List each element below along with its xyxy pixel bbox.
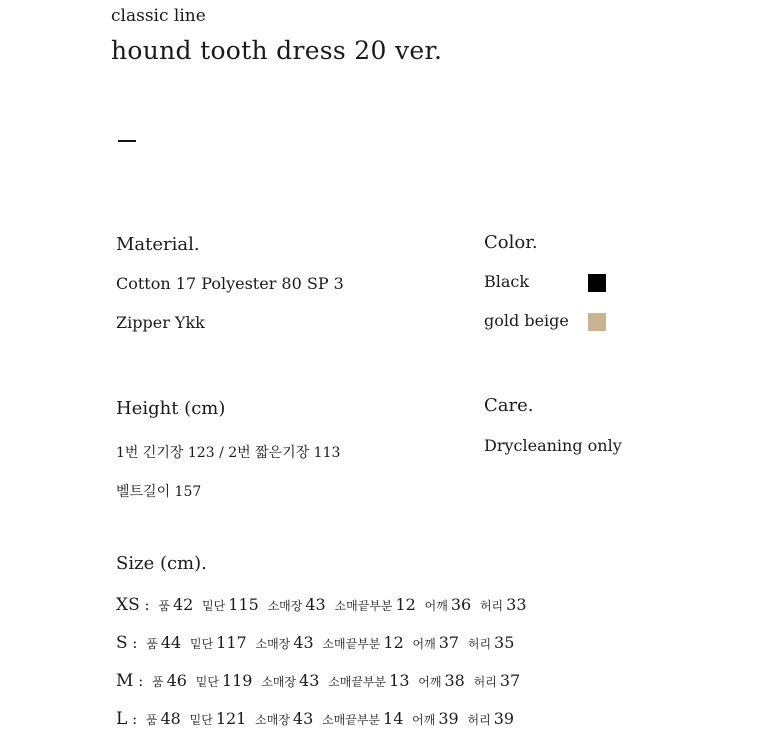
waist-value: 37 (499, 671, 521, 690)
material-line-1: Cotton 17 Polyester 80 SP 3 (116, 274, 344, 293)
waist-value: 39 (493, 709, 515, 728)
hem-label: 밑단 (189, 713, 213, 727)
size-label: L (116, 709, 128, 729)
chest-value: 44 (160, 633, 182, 652)
sleeve-label: 소매장 (255, 713, 290, 727)
chest-label: 품 (158, 599, 170, 613)
product-title: hound tooth dress 20 ver. (111, 36, 443, 65)
care-heading: Care. (484, 395, 534, 416)
hem-value: 121 (215, 709, 247, 728)
color-swatch-gold-beige (588, 313, 606, 331)
care-text: Drycleaning only (484, 436, 622, 455)
color-option-gold-beige-label: gold beige (484, 311, 569, 330)
color-heading: Color. (484, 232, 538, 253)
size-row-xs: XS : 품 42 밑단 115 소매장 43 소매끝부분 12 어깨 36 허리 33 (116, 595, 527, 615)
size-label: XS (116, 595, 140, 615)
height-line-1: 1번 긴기장 123 / 2번 짧은기장 113 (116, 445, 341, 461)
size-row-l: L : 품 48 밑단 121 소매장 43 소매끝부분 14 어깨 39 허리 39 (116, 709, 515, 729)
size-heading: Size (cm). (116, 553, 207, 574)
size-label: S (116, 633, 128, 653)
cuff-value: 14 (383, 709, 404, 728)
chest-value: 42 (172, 595, 194, 614)
size-row-m: M : 품 46 밑단 119 소매장 43 소매끝부분 13 어깨 38 허리 37 (116, 671, 521, 691)
chest-value: 48 (160, 709, 181, 728)
shoulder-value: 39 (438, 709, 459, 728)
shoulder-value: 38 (444, 671, 465, 690)
sleeve-value: 43 (292, 709, 314, 728)
cuff-value: 12 (383, 633, 404, 652)
shoulder-label: 어깨 (412, 713, 436, 727)
waist-value: 33 (506, 595, 527, 614)
cuff-label: 소매끝부분 (322, 713, 381, 727)
sleeve-value: 43 (299, 671, 320, 690)
size-row-s: S : 품 44 밑단 117 소매장 43 소매끝부분 12 어깨 37 허리 35 (116, 633, 515, 653)
waist-label: 허리 (467, 713, 491, 727)
material-heading: Material. (116, 234, 200, 255)
hem-label: 밑단 (189, 637, 214, 651)
waist-label: 허리 (467, 637, 492, 651)
sleeve-label: 소매장 (255, 637, 291, 651)
product-line: classic line (111, 6, 206, 26)
sleeve-value: 43 (305, 595, 326, 614)
chest-label: 품 (145, 713, 158, 727)
waist-label: 허리 (479, 599, 504, 613)
chest-value: 46 (166, 671, 187, 690)
divider-dash (118, 140, 136, 142)
shoulder-label: 어깨 (418, 675, 442, 689)
color-swatch-black (588, 274, 606, 292)
waist-label: 허리 (473, 675, 497, 689)
hem-value: 117 (216, 633, 247, 652)
size-label: M (116, 671, 134, 691)
hem-value: 115 (228, 595, 259, 614)
shoulder-value: 36 (450, 595, 472, 614)
sleeve-label: 소매장 (267, 599, 303, 613)
cuff-label: 소매끝부분 (328, 675, 387, 689)
cuff-label: 소매끝부분 (334, 599, 393, 613)
chest-label: 품 (146, 637, 158, 651)
hem-value: 119 (221, 671, 253, 690)
cuff-label: 소매끝부분 (322, 637, 381, 651)
hem-label: 밑단 (195, 675, 219, 689)
cuff-value: 13 (389, 671, 410, 690)
color-option-black-label: Black (484, 272, 530, 291)
shoulder-value: 37 (438, 633, 460, 652)
shoulder-label: 어깨 (412, 637, 436, 651)
cuff-value: 12 (395, 595, 416, 614)
height-heading: Height (cm) (116, 398, 226, 419)
shoulder-label: 어깨 (424, 599, 448, 613)
waist-value: 35 (494, 633, 515, 652)
material-line-2: Zipper Ykk (116, 313, 205, 332)
chest-label: 품 (152, 675, 164, 689)
sleeve-label: 소매장 (261, 675, 297, 689)
hem-label: 밑단 (202, 599, 226, 613)
height-line-2: 벨트길이 157 (116, 484, 202, 500)
sleeve-value: 43 (293, 633, 314, 652)
